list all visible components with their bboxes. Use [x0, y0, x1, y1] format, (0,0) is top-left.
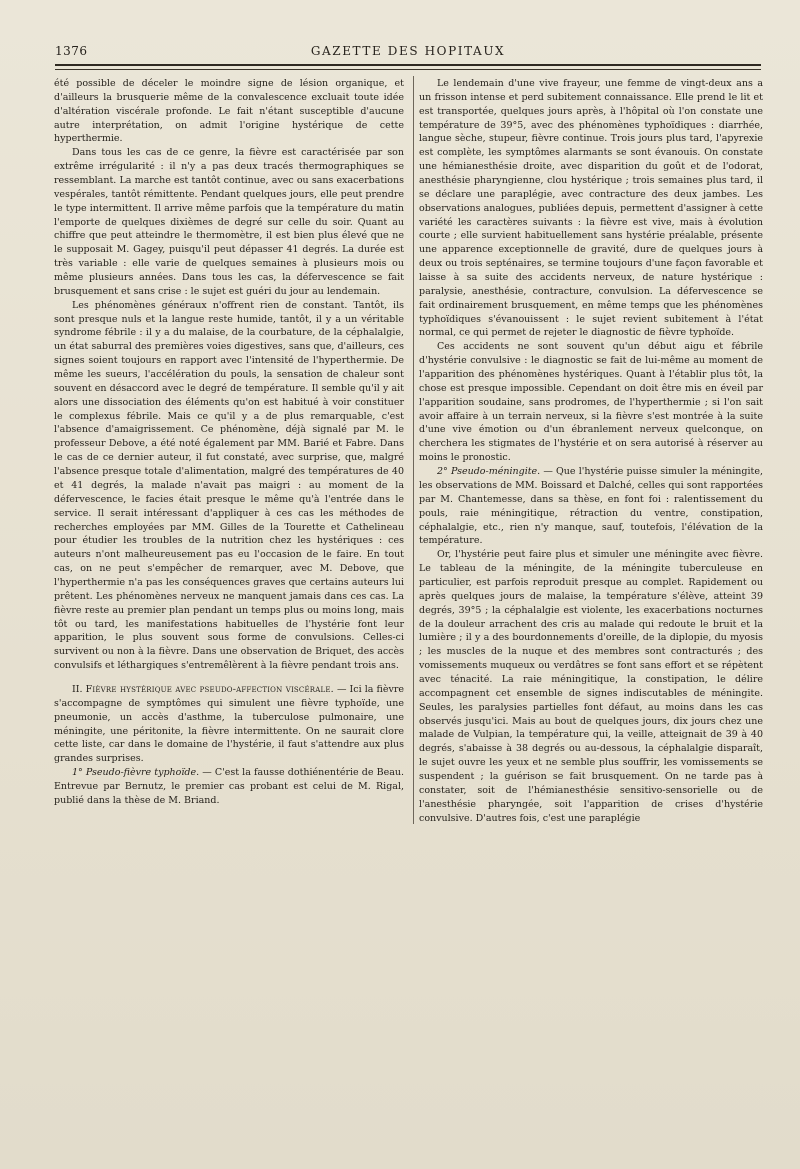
header-rule-thin [55, 69, 761, 70]
paragraph: Ces accidents ne sont souvent qu'un début aigu et fébrile d'hystérie convulsive : le diagnostic se fait de lui-même au moment de l'apparition des phénomènes hystériques. Quant à l'établir plus tôt, la chose est presque impossible. Cependant on doit être mis en éveil par l'apparition soudaine, sans prodromes, de l'hyperthermie ; si l'on sait avoir affaire à un terrain nerveux, si la fièvre s'est montrée à la suite d'une vive émotion ou d'un ébranlement nerveux quelconque, on cherchera les stigmates de l'hystérie et on sera autorisé à réserver au moins le pronostic. [419, 341, 763, 464]
subsection-text: — Que l'hystérie puisse simuler la méningite, les observations de MM. Boissard et Dalché, celles qui sont rapportées par M. Chantemesse, dans sa thèse, en font foi : ralentissement du pouls, raie méningitique, rétraction du ventre, constipation, céphalalgie, etc., rien n'y manque, sauf, toutefois, l'élévation de la température. [419, 466, 764, 547]
section-paragraph [54, 683, 404, 766]
subsection-paragraph [54, 766, 404, 808]
section-text: — Ici la fièvre s'accompagne de symptômes qui simulent une fièvre typhoïde, une pneumonie, un accès d'asthme, la tuberculose pulmonaire, une méningite, une péritonite, la fièvre intermittente. On ne saurait clore cette liste, car dans le domaine de l'hystérie, il faut s'attendre aux plus grandes surprises. [54, 683, 404, 765]
paragraph: Or, l'hystérie peut faire plus et simuler une méningite avec fièvre. Le tableau de la méningite, de la méningite tuberculeuse en particulier, est parfois reproduit presque au complet. Rapidement ou après quelques jours de malaise, la température s'élève, atteint 39 degrés, 39°5 ; la céphalalgie est violente, les exacerbations nocturnes de la douleur arrachent des cris au malade qui redoute le bruit et la lumière ; il y a des bourdonnements d'oreille, de la diplopie, du myosis ; les muscles de la nuque et des membres sont contracturés ; des vomissements muqueux ou verdâtres se font sans effort et se répètent avec ténacité. La raie méningitique, la constipation, le délire accompagnent cet ensemble de signes indiscutables de méningite. Seules, les paralysies partielles font défaut, au moins dans les cas observés jusqu'ici. Mais au bout de quelques jours, dix jours chez une malade de Vulpian, la température qui, la veille, atteignait de 39 à 40 degrés, s'abaisse à 38 degrés ou au-dessous, la céphalalgie disparaît, le sujet ouvre les yeux et ne semble plus souffrir, les vomissements se suspendent ; la guérison se fait brusquement. On ne tarde pas à constater, soit de l'hémianesthésie sensitivo-sensorielle ou de l'anesthésie pharyngée, soit l'apparition de crises d'hystérie convulsive. D'autres fois, c'est une paraplégie [419, 549, 763, 824]
page-header [55, 44, 761, 64]
header-rule-thick [55, 64, 761, 66]
subsection-label: 1° Pseudo-fièvre typhoïde. [72, 767, 200, 779]
subsection-label: 2° Pseudo-méningite. [437, 466, 541, 478]
subsection-paragraph [419, 465, 763, 548]
page-number: 1376 [55, 44, 88, 58]
section-number: II. [72, 683, 83, 695]
running-title: GAZETTE DES HOPITAUX [310, 44, 506, 58]
subsection-text: — C'est la fausse dothiénentérie de Beau. Entrevue par Bernutz, le premier cas probant est celui de M. Rigal, publié dans la thèse de M. Briand. [54, 767, 404, 806]
section-heading: Fièvre hystérique avec pseudo-affection viscérale. [85, 683, 334, 695]
left-column [54, 77, 404, 808]
paragraph: été possible de déceler le moindre signe de lésion organique, et d'ailleurs la brusquerie même de la convalescence excluait toute idée d'altération viscérale profonde. Le fait n'étant susceptible d'aucune autre interprétation, on admit l'origine hystérique de cette hyperthermie. [54, 78, 404, 145]
paragraph: Le lendemain d'une vive frayeur, une femme de vingt-deux ans a un frisson intense et perd subitement connaissance. Elle prend le lit et est transportée, quelques jours après, à l'hôpital où l'on constate une température de 39°5, avec des phénomènes typhoïdiques : diarrhée, langue sèche, stupeur, fièvre continue. Trois jours plus tard, l'apyrexie est complète, les symptômes alarmants se sont évanouis. On constate une hémianesthésie droite, avec disparition du goût et de l'odorat, anesthésie pharyngienne, clou hystérique ; trois semaines plus tard, il se déclare une paraplégie, avec contracture des deux jambes. Les observations analogues, publiées depuis, permettent d'assigner à cette variété les caractères suivants : la fièvre est vive, mais à évolution courte ; elle survient habituellement sans hystérie préalable, présente une apparence exceptionnelle de gravité, dure de quelques jours à deux ou trois septénaires, se termine toujours d'une façon favorable et laisse à sa suite des accidents nerveux, de nature hystérique : paralysie, anesthésie, contracture, convulsion. La défervescence se fait ordinairement brusquement, en même temps que les phénomènes typhoïdiques s'évanouissent : le sujet revient subitement à l'état normal, ce qui permet de rejeter le diagnostic de fièvre typhoïde. [419, 78, 763, 339]
right-column [419, 77, 763, 825]
paragraph: Dans tous les cas de ce genre, la fièvre est caractérisée par son extrême irrégularité : il n'y a pas deux tracés thermographiques se ressemblant. La marche est tantôt continue, avec ou sans exacerbations vespérales, tantôt rémittente. Pendant quelques jours, elle peut prendre le type intermittent. Il arrive même parfois que la température du matin l'emporte de quelques dixièmes de degré sur celle du soir. Quant au chiffre que peut atteindre le thermomètre, il est bien plus élevé que ne le supposait M. Gagey, puisqu'il peut dépasser 41 degrés. La durée est très variable : elle varie de quelques semaines à plusieurs mois ou même plusieurs années. Dans tous les cas, la défervescence se fait brusquement et sans crise : le sujet est guéri du jour au lendemain. [54, 147, 404, 297]
column-divider [413, 76, 414, 824]
paragraph: Les phénomènes généraux n'offrent rien de constant. Tantôt, ils sont presque nuls et la langue reste humide, tantôt, il y a un véritable syndrome fébrile : il y a du malaise, de la courbature, de la céphalalgie, un état saburral des premières voies digestives, sans que, d'ailleurs, ces signes soient toujours en rapport avec l'intensité de l'hyperthermie. De même les sueurs, l'accélération du pouls, la sensation de chaleur sont souvent en désaccord avec le degré de température. Il semble qu'il y ait alors une dissociation des éléments qu'on est habitué à voir constituer le complexus fébrile. Mais ce qu'il y a de plus remarquable, c'est l'absence d'amaigrissement. Ce phénomène, déjà signalé par M. le professeur Debove, a été noté également par MM. Barié et Fabre. Dans le cas de ce dernier auteur, il fut constaté, avec surprise, que, malgré l'absence presque totale d'alimentation, malgré des températures de 40 et 41 degrés, la malade n'avait pas maigri : au moment de la défervescence, le facies était presque le même qu'à l'entrée dans le service. Il serait intéressant d'appliquer à ces cas les méthodes de recherches employées par MM. Gilles de la Tourette et Cathelineau pour étudier les troubles de la nutrition chez les hystériques : ces auteurs n'ont malheureusement pas eu l'occasion de le faire. En tout cas, on ne peut s'empêcher de remarquer, avec M. Debove, que l'hyperthermie n'a pas les conséquences graves que certains auteurs lui prêtent. Les phénomènes nerveux ne manquent jamais dans ces cas. La fièvre reste au premier plan pendant un temps plus ou moins long, mais tôt ou tard, les manifestations habituelles de l'hystérie font leur apparition, le plus souvent sous forme de convulsions. Celles-ci survivent ou non à la fièvre. Dans une observation de Briquet, des accès convulsifs et léthargiques s'entremêlèrent à la fièvre pendant trois ans. [54, 299, 404, 672]
